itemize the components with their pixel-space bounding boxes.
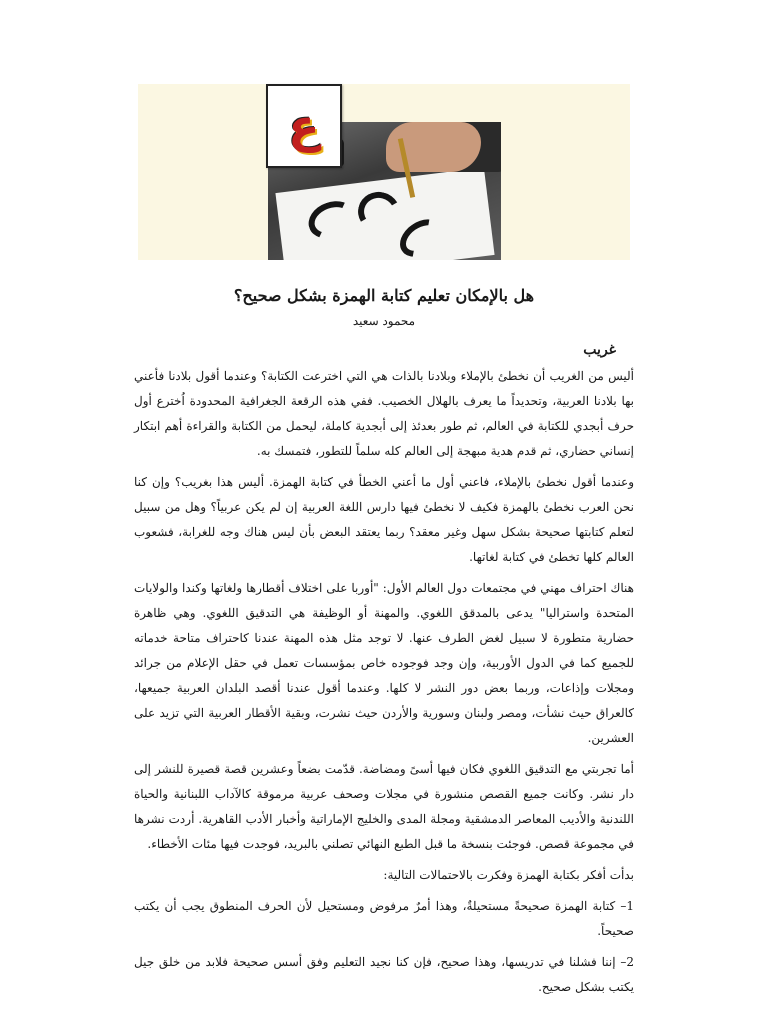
letter-ain-badge <box>266 84 342 168</box>
section-heading: غريب <box>583 342 616 358</box>
paragraph: وعندما أقول نخطئ بالإملاء، فاعني أول ما أعني الخطأ في كتابة الهمزة. أليس هذا بغريب؟ وإن كنا نحن العرب نخطئ بالهمزة فكيف لا نخطئ فيها دارس اللغة العربية إن لم يكن عربياً؟ وهل من سبيل لتعلم كتابتها صحيحة بشكل سهل وغير معقد؟ ربما يعتقد البعض بأن ليس هناك وجه للغرابة، فشعوب العالم كلها تخطئ في كتابة لغاتها. <box>134 475 634 564</box>
paragraph: أما تجربتي مع التدقيق اللغوي فكان فيها أسىً ومضاضة. قدّمت بضعاً وعشرين قصة قصيرة للنشر إلى دار نشر. وكانت جميع القصص منشورة في مجلات وصحف عربية مرموقة كالآداب اللبنانية والحياة اللندنية والأديب المعاصر الدمشقية ومجلة المدى والخليج الإماراتية وأخبار الأدب القاهرية. أردت نشرها في مجموعة قصص. فوجئت بنسخة ما قبل الطبع النهائي تصلني بالبريد، فوجدت فيها مئات الأخطاء. <box>134 762 634 851</box>
paragraph: 2– إننا فشلنا في تدريسها، وهذا صحيح، فإن كنا نجيد التعليم وفق أسس صحيحة فلابد من خلق جيل يكتب بشكل صحيح. <box>134 955 634 994</box>
paragraph: بدأت أفكر بكتابة الهمزة وفكرت بالاحتمالات التالية: <box>383 868 634 882</box>
paragraph: 1– كتابة الهمزة صحيحةً مستحيلةٌ، وهذا أمرٌ مرفوض ومستحيل لأن الحرف المنطوق يجب أن يكتب صحيحاً. <box>134 899 635 938</box>
letter-glyph: ع <box>288 99 320 153</box>
article-body <box>134 364 634 1006</box>
paragraph: أليس من الغريب أن نخطئ بالإملاء وبلادنا بالذات هي التي اخترعت الكتابة؟ وعندما أقول بلادنا فأعني بها بلادنا العربية، وتحديداً ما يعرف بالهلال الخصيب. ففي هذه الرقعة الجغرافية المحدودة اُخترع أول حرف أبجدي للكتابة في العالم، ثم طور بعدئذ إلى أبجدية كاملة، ليحمل من الكتابة والقراءة أهم ابتكار إنساني حضاري، ثم قدم هدية مبهجة إلى العالم كله سلماً للتطور، فتمسك به. <box>134 369 634 458</box>
page-title: هل بالإمكان تعليم كتابة الهمزة بشكل صحيح؟ <box>233 286 535 305</box>
hero-image <box>138 84 630 260</box>
author-name: محمود سعيد <box>352 314 416 328</box>
paragraph: هناك احتراف مهني في مجتمعات دول العالم الأول: "أوربا على اختلاف أقطارها ولغاتها وكندا والولايات المتحدة واستراليا" يدعى بالمدقق اللغوي. والمهنة أو الوظيفة هي التدقيق اللغوي. وهي ظاهرة حضارية متطورة لا سبيل لغض الطرف عنها. لا توجد مثل هذه المهنة عندنا كاحتراف متاحة خدماته للجميع كما في الدول الأوربية، وإن وجد فوجوده خاص بمؤسسات تعمل في حقل الإعلام من جرائد ومجلات وإذاعات، وربما بعض دور النشر لا كلها. وعندما أقول عندنا أقصد البلدان العربية جميعها، كالعراق حيث نشأت، ومصر ولبنان وسورية والأردن حيث نشرت، وبقية الأقطار العربية التي تزيد على العشرين. <box>134 581 634 745</box>
